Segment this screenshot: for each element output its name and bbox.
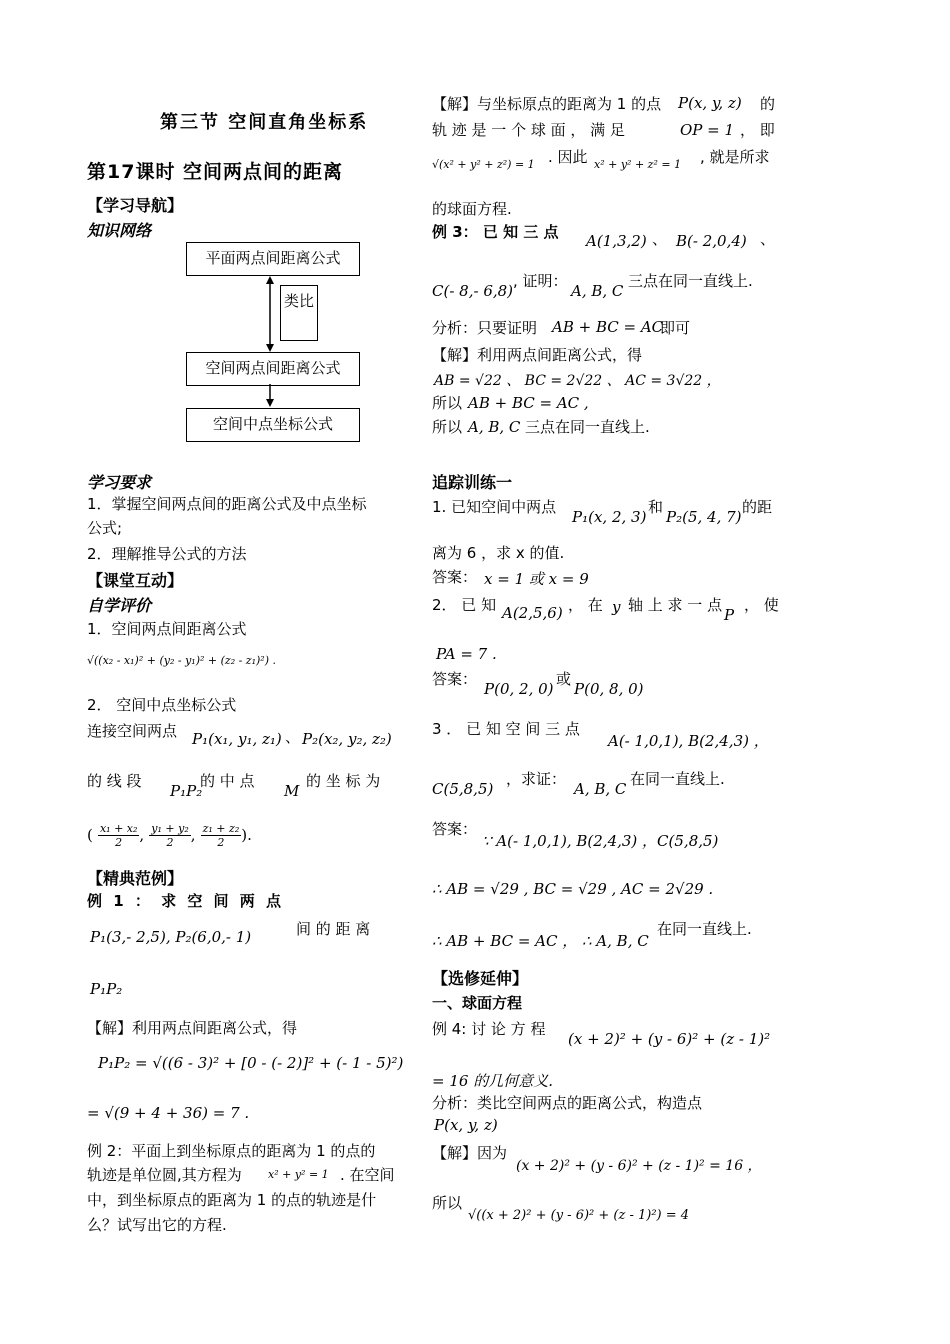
study-req-heading: 学习要求 <box>87 473 152 492</box>
q3-abc: A, B, C <box>574 780 627 798</box>
q3-answer-1: ∵ A(- 1,0,1), B(2,4,3) ，C(5,8,5) <box>482 832 719 850</box>
diagram-node-analogy: 类比 <box>280 285 318 341</box>
sol2-point: P(x, y, z) <box>678 94 742 112</box>
frac-z <box>201 822 242 849</box>
arrow-down-icon <box>266 399 274 407</box>
distance-formula: √((x₂ - x₁)² + (y₂ - y₁)² + (z₂ - z₁)²) . <box>87 654 276 667</box>
q1-p2: P₂(5, 4, 7) <box>666 508 742 526</box>
q1-answer-label: 答案： <box>432 568 478 586</box>
segment-text-2: 的 中 点 <box>200 772 255 790</box>
q2-answer-2: P(0, 8, 0) <box>574 680 644 698</box>
ex4-so-eq: √((x + 2)² + (y - 6)² + (z - 1)²) = 4 <box>468 1208 690 1223</box>
ex3-so1: 所以 <box>432 394 463 412</box>
diagram-node-plane-distance: 平面两点间距离公式 <box>186 242 360 276</box>
separator: 、 <box>652 230 668 248</box>
ex3-solution: 【解】利用两点间距离公式，得 <box>432 346 643 364</box>
sol2-line1a: 【解】与坐标原点的距离为 1 的点 <box>432 95 662 113</box>
q3-answer-label: 答案： <box>432 820 478 838</box>
ex3-so1-eq: AB + BC = AC , <box>468 394 589 412</box>
req-1: 1．掌握空间两点间的距离公式及中点坐标 <box>87 495 367 513</box>
ex3-label: 例 3： 已 知 三 点 <box>432 223 559 241</box>
frac-y-num: y₁ + y₂ <box>151 822 189 835</box>
req-1b: 公式; <box>87 519 123 537</box>
q1-line-a: 1. 已知空间中两点 <box>432 498 557 516</box>
ex2-line2a: 轨迹是单位圆,其方程为 <box>87 1166 242 1184</box>
track-heading: 追踪训练一 <box>432 473 513 492</box>
ex3-prove: , 证明： <box>513 272 568 290</box>
ex4-solution-eq: (x + 2)² + (y - 6)² + (z - 1)² = 16 ， <box>516 1158 762 1174</box>
ex3-point-a: A(1,3,2) <box>586 232 647 250</box>
q1-line-b: 离为 6 ，求 x 的值. <box>432 544 565 562</box>
ex1-formula: P₁P₂ = √((6 - 3)² + [0 - (- 2)]² + (- 1 - 5)²) <box>98 1054 404 1072</box>
frac-y <box>149 822 190 849</box>
sol2-line2a: 轨 迹 是 一 个 球 面 ， 满 足 <box>432 121 625 139</box>
req-2: 2．理解推导公式的方法 <box>87 545 247 563</box>
q2-b: ， 在 <box>568 596 603 614</box>
lesson-title: 第17课时 空间两点间的距离 <box>87 161 344 183</box>
point-p2: P₂(x₂, y₂, z₂) <box>302 730 392 748</box>
ex1-result: = √(9 + 4 + 36) = 7 . <box>87 1104 250 1122</box>
section-title: 第三节 空间直角坐标系 <box>160 112 369 133</box>
q3-answer-3b: 在同一直线上. <box>657 920 752 938</box>
self-eval-heading: 自学评价 <box>87 596 152 615</box>
sphere-heading: 一、球面方程 <box>432 994 523 1012</box>
sol2-line2b: ， 即 <box>740 121 775 139</box>
segment-p1p2: P₁P₂ <box>170 782 203 800</box>
diagram-node-midpoint: 空间中点坐标公式 <box>186 408 360 442</box>
diagram-node-space-distance: 空间两点间距离公式 <box>186 352 360 386</box>
sol2-line3b: , 就是所求 <box>700 148 770 166</box>
study-nav-heading: 【学习导航】 <box>87 196 184 215</box>
q2-y: y <box>612 598 621 616</box>
point-p1: P₁(x₁, y₁, z₁) <box>192 730 282 748</box>
ex1-label: 例 1 ： 求 空 间 两 点 <box>87 892 284 910</box>
q3-point-c: C(5,8,5) <box>432 780 494 798</box>
ex2-line3: 中，到坐标原点的距离为 1 的点的轨迹是什 <box>87 1191 377 1209</box>
ex1-solution: 【解】利用两点间距离公式，得 <box>87 1019 298 1037</box>
item-2: 2． 空间中点坐标公式 <box>87 696 237 714</box>
q2-point-a: A(2,5,6) <box>502 604 563 622</box>
segment-text-1: 的 线 段 <box>87 772 142 790</box>
ex4-equation-2: = 16 的几何意义. <box>432 1072 553 1090</box>
q3-tail: 在同一直线上. <box>630 770 725 788</box>
q1-p1: P₁(x, 2, 3) <box>572 508 647 526</box>
q2-answer-1: P(0, 2, 0) <box>484 680 554 698</box>
segment-text-3: 的 坐 标 为 <box>306 772 381 790</box>
separator: 、 <box>760 230 776 248</box>
ex2-line2b: . 在空间 <box>340 1166 395 1184</box>
sol2-line1b: 的 <box>760 95 776 113</box>
q3-answer-3a: ∴ AB + BC = AC ， ∴ A, B, C <box>432 932 649 950</box>
ex3-so2-abc: A, B, C <box>468 418 521 436</box>
ex3-so2: 所以 <box>432 418 463 436</box>
sol2-sqrt: √(x² + y² + z²) = 1 <box>432 158 535 171</box>
ex2-line4: 么？试写出它的方程. <box>87 1216 227 1234</box>
midpoint-m: M <box>284 782 300 800</box>
ex3-point-c: C(- 8,- 6,8) <box>432 282 514 300</box>
q1-answer: x = 1 或 x = 9 <box>484 570 589 588</box>
ex3-so2-tail: 三点在同一直线上. <box>525 418 650 436</box>
ex1-text: 间 的 距 离 <box>296 920 371 938</box>
arrow-down-icon <box>266 344 274 352</box>
q2-d: ， 使 <box>744 596 779 614</box>
q3-a: 3 ． 已 知 空 间 三 点 <box>432 720 580 738</box>
q2-a: 2． 已 知 <box>432 596 497 614</box>
examples-heading: 【精典范例】 <box>87 869 184 888</box>
q3-prove: ，求证： <box>506 770 567 788</box>
item-1: 1．空间两点间距离公式 <box>87 620 247 638</box>
sol2-op: OP = 1 <box>680 121 735 139</box>
q3-points: A(- 1,0,1), B(2,4,3) ， <box>608 732 769 750</box>
sol2-line4: 的球面方程. <box>432 200 512 218</box>
ex4-solution: 【解】因为 <box>432 1144 508 1162</box>
arrow-up-icon <box>266 276 274 284</box>
ex1-seg: P₁P₂ <box>90 980 123 998</box>
q2-p: P <box>724 606 735 624</box>
ex4-analysis: 分析：类比空间两点的距离公式，构造点 <box>432 1094 703 1112</box>
ex2-eq: x² + y² = 1 <box>268 1168 329 1181</box>
knowledge-net-heading: 知识网络 <box>87 221 152 240</box>
ex3-values: AB = √22 、 BC = 2√22 、 AC = 3√22 ， <box>434 373 721 389</box>
diagram-arrows <box>255 274 285 410</box>
separator: 、 <box>285 728 301 746</box>
class-interact-heading: 【课堂互动】 <box>87 571 184 590</box>
ex4-label: 例 4: 讨 论 方 程 <box>432 1020 546 1038</box>
ex2-line1: 例 2：平面上到坐标原点的距离为 1 的点的 <box>87 1142 376 1160</box>
q2-answer-label: 答案： <box>432 670 478 688</box>
q2-or: 或 <box>556 670 572 688</box>
sol2-eq: x² + y² + z² = 1 <box>594 158 682 171</box>
ex1-points: P₁(3,- 2,5), P₂(6,0,- 1) <box>90 928 252 946</box>
sol2-line3a: . 因此 <box>548 148 588 166</box>
ex3-goal-tail: 即可 <box>660 319 691 337</box>
ex3-point-b: B(- 2,0,4) <box>676 232 747 250</box>
ex4-equation: (x + 2)² + (y - 6)² + (z - 1)² <box>568 1030 771 1048</box>
ex3-analysis: 分析：只要证明 <box>432 319 538 337</box>
q2-c: 轴 上 求 一 点 <box>628 596 723 614</box>
ex3-goal: AB + BC = AC <box>552 318 664 336</box>
frac-x-den: 2 <box>115 836 123 849</box>
q3-answer-2: ∴ AB = √29 , BC = √29 , AC = 2√29 . <box>432 880 714 898</box>
ex4-point: P(x, y, z) <box>434 1116 498 1134</box>
frac-x-num: x₁ + x₂ <box>99 822 138 835</box>
frac-z-den: 2 <box>217 836 225 849</box>
frac-y-den: 2 <box>166 836 174 849</box>
q1-tail: 的距 <box>742 498 773 516</box>
ex3-tail: 三点在同一直线上. <box>628 272 753 290</box>
frac-z-num: z₁ + z₂ <box>202 822 240 835</box>
ex4-so: 所以 <box>432 1194 463 1212</box>
midpoint-formula: ( $\frac{\text{x₁ + x₂}}{2}$ , $\frac{\text{y₁ + y₂}}{2}$ , $\frac{\text{z₁ + z₂}}{2}$ ). <box>87 822 252 849</box>
frac-x <box>98 822 139 849</box>
elective-heading: 【选修延伸】 <box>432 969 529 988</box>
ex3-abc: A, B, C <box>571 282 624 300</box>
connect-prefix: 连接空间两点 <box>87 722 178 740</box>
q1-and: 和 <box>648 498 664 516</box>
q2-condition: PA = 7 . <box>436 645 497 663</box>
